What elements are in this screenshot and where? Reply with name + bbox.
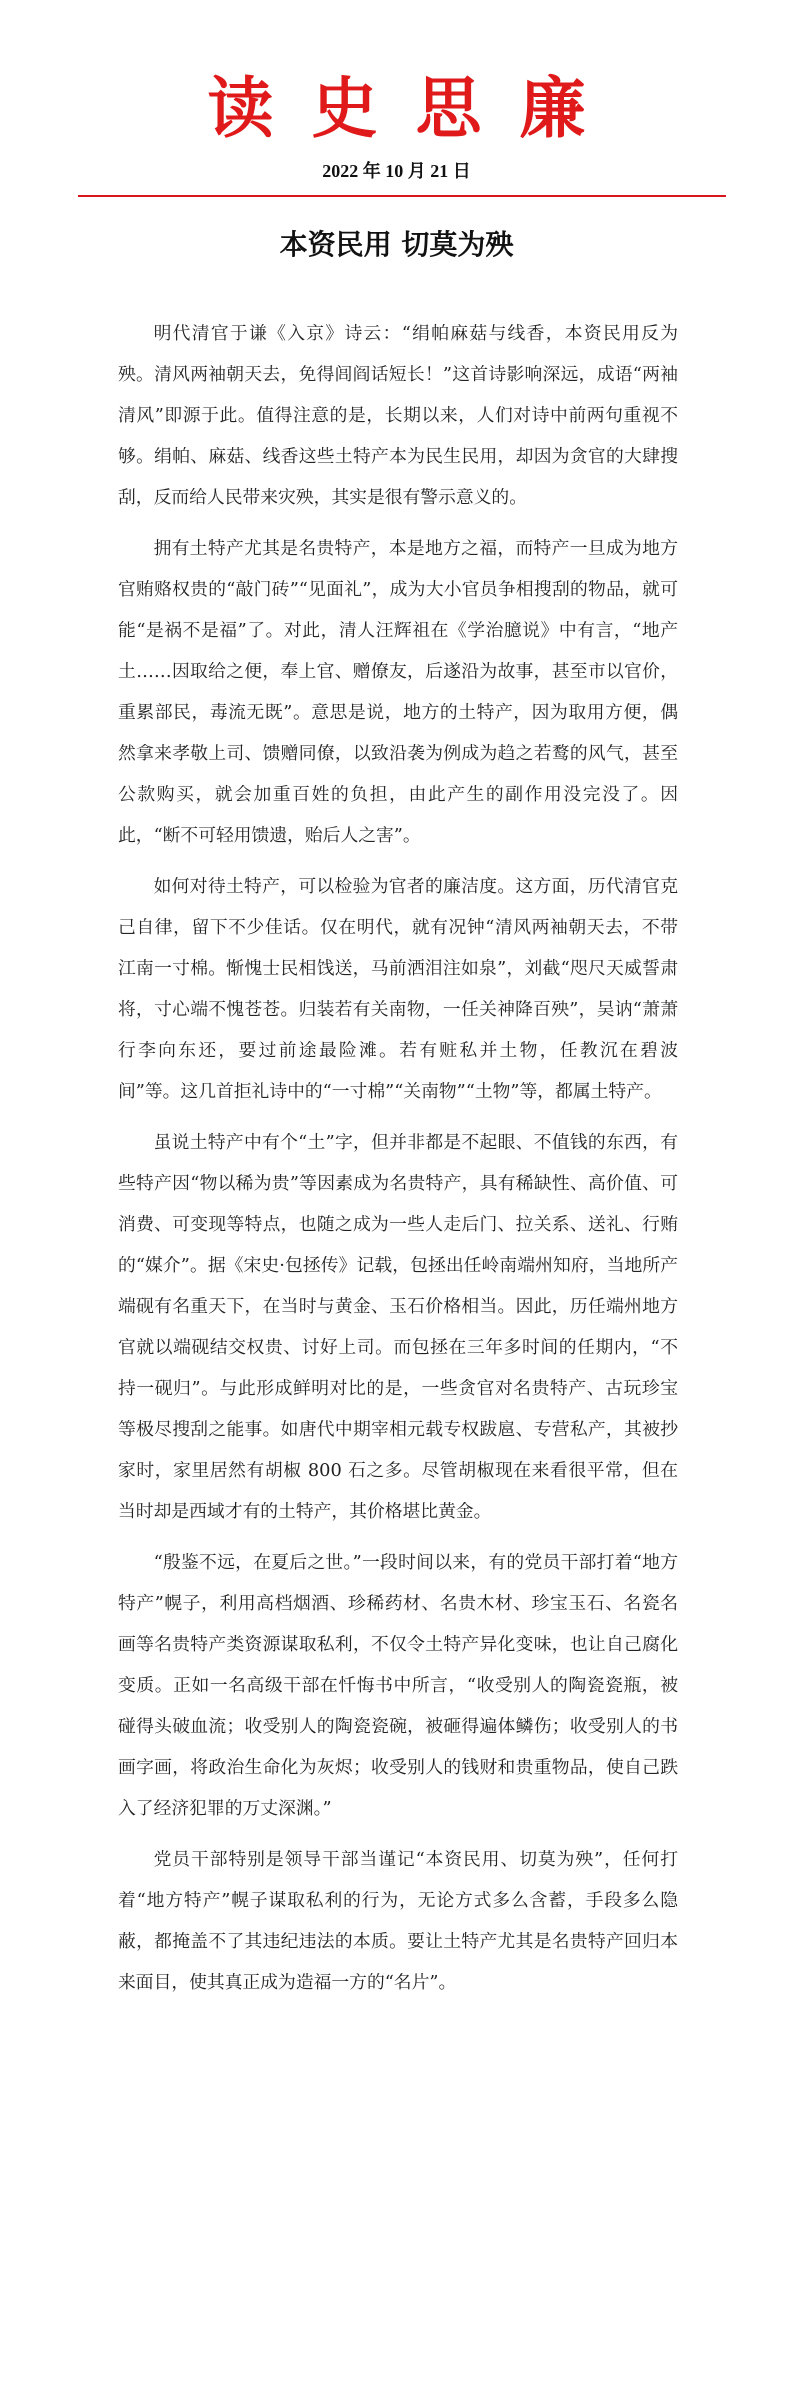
paragraph: 虽说土特产中有个“土”字，但并非都是不起眼、不值钱的东西，有些特产因“物以稀为贵”等因素成为名贵特产，具有稀缺性、高价值、可消费、可变现等特点，也随之成为一些人走后门、拉关系、送礼、行贿的“媒介”。据《宋史·包拯传》记载，包拯出任岭南端州知府，当地所产端砚有名重天下，在当时与黄金、玉石价格相当。因此，历任端州地方官就以端砚结交权贵、讨好上司。而包拯在三年多时间的任期内，“不持一砚归”。与此形成鲜明对比的是，一些贪官对名贵特产、古玩珍宝等极尽搜刮之能事。如唐代中期宰相元载专权跋扈、专营私产，其被抄家时，家里居然有胡椒 800 石之多。尽管胡椒现在来看很平常，但在当时却是西域才有的土特产，其价格堪比黄金。 <box>118 1132 678 1522</box>
paragraph: 党员干部特别是领导干部当谨记“本资民用、切莫为殃”，任何打着“地方特产”幌子谋取私利的行为，无论方式多么含蓄，手段多么隐蔽，都掩盖不了其违纪违法的本质。要让土特产尤其是名贵特产回归本来面目，使其真正成为造福一方的“名片”。 <box>118 1849 678 1993</box>
paragraph: “殷鉴不远，在夏后之世。”一段时间以来，有的党员干部打着“地方特产”幌子，利用高档烟酒、珍稀药材、名贵木材、珍宝玉石、名瓷名画等名贵特产类资源谋取私利，不仅令土特产异化变味，也让自己腐化变质。正如一名高级干部在忏悔书中所言，“收受别人的陶瓷瓷瓶，被碰得头破血流；收受别人的陶瓷瓷碗，被砸得遍体鳞伤；收受别人的书画字画，将政治生命化为灰烬；收受别人的钱财和贵重物品，使自己跌入了经济犯罪的万丈深渊。” <box>118 1552 678 1819</box>
publish-date: 2022 年 10 月 21 日 <box>322 161 471 181</box>
paragraph: 明代清官于谦《入京》诗云：“绢帕麻菇与线香，本资民用反为殃。清风两袖朝天去，免得闾阎话短长！”这首诗影响深远，成语“两袖清风”即源于此。值得注意的是，长期以来，人们对诗中前两句重视不够。绢帕、麻菇、线香这些土特产本为民生民用，却因为贪官的大肆搜刮，反而给人民带来灾殃，其实是很有警示意义的。 <box>118 323 678 508</box>
masthead: 读史思廉 <box>207 69 624 147</box>
header-divider <box>78 195 726 197</box>
article-body <box>118 313 678 2013</box>
paragraph: 如何对待土特产，可以检验为官者的廉洁度。这方面，历代清官克己自律，留下不少佳话。仅在明代，就有况钟“清风两袖朝天去，不带江南一寸棉。惭愧士民相饯送，马前洒泪注如泉”，刘截“咫尺天威誓肃将，寸心端不愧苍苍。归装若有关南物，一任关神降百殃”，吴讷“萧萧行李向东还，要过前途最险滩。若有赃私并土物，任教沉在碧波间”等。这几首拒礼诗中的“一寸棉”“关南物”“土物”等，都属土特产。 <box>118 876 678 1102</box>
paragraph: 拥有土特产尤其是名贵特产，本是地方之福，而特产一旦成为地方官贿赂权贵的“敲门砖”“见面礼”，成为大小官员争相搜刮的物品，就可能“是祸不是福”了。对此，清人汪辉祖在《学治臆说》中有言，“地产土……因取给之便，奉上官、赠僚友，后遂沿为故事，甚至市以官价，重累部民，毒流无既”。意思是说，地方的土特产，因为取用方便，偶然拿来孝敬上司、馈赠同僚，以致沿袭为例成为趋之若鹜的风气，甚至公款购买，就会加重百姓的负担，由此产生的副作用没完没了。因此，“断不可轻用馈遗，贻后人之害”。 <box>118 538 678 846</box>
article-title: 本资民用 切莫为殃 <box>279 228 514 261</box>
